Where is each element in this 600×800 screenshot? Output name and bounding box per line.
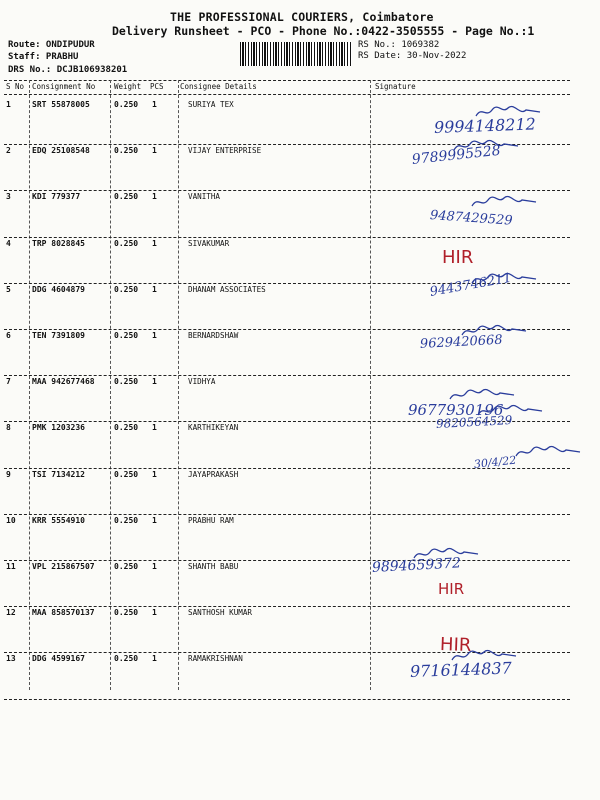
col-sno: S No: [6, 82, 25, 91]
drs-number: DRS No.: DCJB106938201: [8, 65, 128, 75]
row-consignee: SIVAKUMAR: [188, 238, 230, 248]
row-consignee: SHANTH BABU: [188, 562, 239, 571]
company-title: THE PROFESSIONAL COURIERS, Coimbatore: [170, 10, 434, 24]
row-sno: 1: [6, 100, 11, 109]
handwritten-signature: 9629420668: [419, 332, 503, 352]
row-consignee: VIDHYA: [188, 377, 216, 387]
handwritten-signature: 30/4/22: [473, 453, 517, 471]
row-pcs: 1: [152, 100, 157, 109]
row-pcs: 1: [152, 654, 157, 664]
row-divider: [4, 237, 570, 238]
row-consignment-no: TEN 7391809: [32, 331, 85, 340]
row-weight: 0.250: [114, 608, 139, 618]
table-row: [0, 516, 600, 562]
row-consignee: SURIYA TEX: [188, 100, 234, 109]
row-consignment-no: DDG 4599167: [32, 654, 85, 664]
table-row: [0, 654, 600, 700]
row-weight: 0.250: [114, 331, 139, 340]
row-weight: 0.250: [114, 192, 139, 202]
row-divider: [4, 699, 570, 700]
row-weight: 0.250: [114, 562, 139, 571]
col-weight: Weight: [114, 82, 142, 91]
rs-date: RS Date: 30-Nov-2022: [358, 51, 467, 61]
row-pcs: 1: [152, 608, 157, 618]
row-weight: 0.250: [114, 284, 139, 294]
row-sno: 13: [6, 654, 16, 664]
row-divider: [4, 560, 570, 561]
row-pcs: 1: [152, 515, 157, 525]
signature-scribble: [460, 323, 530, 339]
row-consignment-no: KRR 5554910: [32, 515, 85, 525]
row-weight: 0.250: [114, 377, 139, 387]
row-consignee: KARTHIKEYAN: [188, 423, 239, 433]
row-sno: 3: [6, 192, 11, 202]
row-sno: 9: [6, 469, 11, 479]
row-weight: 0.250: [114, 423, 139, 433]
route-label: Route: ONDIPUDUR: [8, 40, 95, 50]
barcode-image: [240, 42, 352, 66]
header-bottom-divider: [4, 94, 570, 95]
handwritten-signature: 9820564529: [435, 413, 513, 432]
row-consignee: RAMAKRISHNAN: [188, 654, 243, 664]
row-sno: 2: [6, 146, 11, 156]
col-consignee: Consignee Details: [180, 82, 257, 91]
row-consignment-no: SRT 55878005: [32, 100, 90, 109]
row-consignment-no: MAA 858570137: [32, 608, 95, 618]
table-row: [0, 192, 600, 238]
row-pcs: 1: [152, 562, 157, 571]
signature-scribble: [470, 271, 540, 287]
row-divider: [4, 606, 570, 607]
row-sno: 12: [6, 608, 16, 618]
row-consignment-no: EDQ 25108548: [32, 146, 90, 156]
handwritten-signature: 9994148212: [433, 114, 537, 137]
row-consignment-no: VPL 215867507: [32, 562, 95, 571]
row-sno: 5: [6, 284, 11, 294]
signature-scribble: [470, 194, 540, 210]
row-sno: 11: [6, 562, 16, 571]
row-pcs: 1: [152, 331, 157, 340]
row-weight: 0.250: [114, 515, 139, 525]
row-weight: 0.250: [114, 654, 139, 664]
row-weight: 0.250: [114, 469, 139, 479]
row-sno: 7: [6, 377, 11, 387]
row-consignee: SANTHOSH KUMAR: [188, 608, 253, 618]
col-signature: Signature: [375, 82, 416, 91]
row-pcs: 1: [152, 146, 157, 156]
handwritten-signature: 9677930196: [408, 401, 504, 420]
row-pcs: 1: [152, 423, 157, 433]
row-consignee: PRABHU RAM: [188, 515, 234, 525]
table-row: [0, 142, 600, 192]
table-row: [0, 608, 600, 657]
row-consignee: BERNARDSHAW: [188, 331, 239, 340]
signature-scribble: [476, 403, 546, 419]
row-consignment-no: KDI 779377: [32, 192, 81, 202]
signature-scribble: [412, 546, 482, 562]
staff-label: Staff: PRABHU: [8, 52, 79, 62]
handwritten-signature: 9487429529: [429, 208, 514, 230]
handwritten-signature: HIR: [438, 580, 465, 598]
row-divider: [4, 514, 570, 515]
row-sno: 10: [6, 515, 16, 525]
table-row: [0, 331, 600, 377]
signature-scribble: [514, 444, 584, 460]
runsheet-title: Delivery Runsheet - PCO - Phone No.:0422-3505555 - Page No.:1: [112, 24, 535, 38]
row-consignment-no: PMK 1203236: [32, 423, 85, 433]
handwritten-signature: 9789995528: [411, 142, 502, 169]
row-sno: 6: [6, 331, 11, 340]
handwritten-signature: 9443746211: [428, 270, 513, 300]
row-pcs: 1: [152, 238, 157, 248]
row-sno: 4: [6, 238, 11, 248]
row-consignment-no: DDG 4604879: [32, 284, 85, 294]
row-weight: 0.250: [114, 238, 139, 248]
handwritten-signature: 9894659372: [371, 555, 462, 576]
row-sno: 8: [6, 423, 11, 433]
col-consignment: Consignment No: [32, 82, 96, 91]
handwritten-signature: HIR: [442, 246, 474, 268]
row-weight: 0.250: [114, 146, 139, 156]
row-consignee: VANITHA: [188, 192, 221, 202]
table-row: [0, 453, 600, 516]
row-consignment-no: MAA 942677468: [32, 377, 95, 387]
signature-scribble: [448, 387, 518, 403]
header-top-divider: [4, 80, 570, 81]
rs-number: RS No.: 1069382: [358, 40, 440, 50]
row-divider: [4, 375, 570, 376]
signature-scribble: [452, 138, 522, 154]
signature-scribble: [450, 648, 520, 664]
row-consignee: VIJAY ENTERPRISE: [188, 146, 262, 156]
row-consignment-no: TSI 7134212: [32, 469, 85, 479]
table-row: [0, 555, 600, 608]
handwritten-signature: HIR: [439, 634, 472, 657]
handwritten-signature: 9716144837: [409, 658, 513, 682]
signature-scribble: [474, 104, 544, 120]
row-consignee: DHANAM ASSOCIATES: [188, 284, 266, 294]
col-pcs: PCS: [150, 82, 164, 91]
row-pcs: 1: [152, 284, 157, 294]
row-pcs: 1: [152, 469, 157, 479]
row-consignment-no: TRP 8028845: [32, 238, 85, 248]
row-weight: 0.250: [114, 100, 139, 109]
row-consignee: JAYAPRAKASH: [188, 469, 239, 479]
row-pcs: 1: [152, 377, 157, 387]
row-divider: [4, 190, 570, 191]
row-pcs: 1: [152, 192, 157, 202]
